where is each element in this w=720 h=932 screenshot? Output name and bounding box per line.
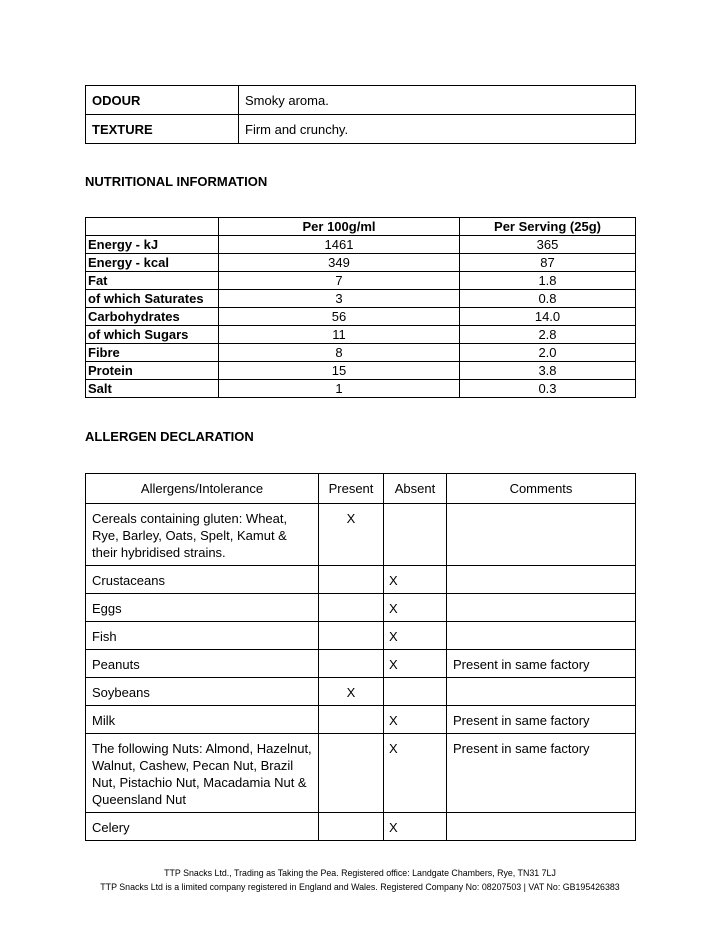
allergen-header-present: Present (319, 474, 384, 504)
nutrition-header-row (86, 218, 636, 236)
attribute-value: Firm and crunchy. (239, 115, 636, 144)
nutrient-per-serving: 3.8 (460, 362, 636, 380)
allergen-absent: X (384, 622, 447, 650)
allergen-present (319, 622, 384, 650)
nutrient-name: Energy - kJ (86, 236, 219, 254)
allergen-header-comments: Comments (447, 474, 636, 504)
nutrient-per-serving: 365 (460, 236, 636, 254)
nutrient-per-serving: 0.8 (460, 290, 636, 308)
allergen-name: Cereals containing gluten: Wheat, Rye, Barley, Oats, Spelt, Kamut & their hybridised strains. (86, 504, 319, 566)
nutrient-per-serving: 2.0 (460, 344, 636, 362)
allergen-comments (447, 622, 636, 650)
footer (25, 867, 695, 895)
allergen-name: Celery (86, 813, 319, 841)
nutrition-row (86, 344, 636, 362)
allergen-comments: Present in same factory (447, 706, 636, 734)
allergen-table (85, 473, 636, 841)
allergen-absent: X (384, 734, 447, 813)
allergen-present (319, 813, 384, 841)
footer-line-2: TTP Snacks Ltd is a limited company registered in England and Wales. Registered Company No: 08207503 | VAT No: GB195426383 (100, 882, 620, 893)
allergen-row (86, 504, 636, 566)
allergen-name: Eggs (86, 594, 319, 622)
allergen-row (86, 734, 636, 813)
attribute-row (86, 86, 636, 115)
nutrition-row (86, 236, 636, 254)
attribute-row (86, 115, 636, 144)
nutrient-per-100: 1 (219, 380, 460, 398)
allergen-header-absent: Absent (384, 474, 447, 504)
allergen-header-allergen: Allergens/Intolerance (86, 474, 319, 504)
nutrient-name: Fibre (86, 344, 219, 362)
nutritional-information-heading: NUTRITIONAL INFORMATION (85, 174, 268, 189)
allergen-present (319, 706, 384, 734)
nutrient-per-100: 3 (219, 290, 460, 308)
allergen-present (319, 566, 384, 594)
nutrition-row (86, 362, 636, 380)
product-attributes-table (85, 85, 636, 144)
allergen-present (319, 734, 384, 813)
allergen-row (86, 566, 636, 594)
allergen-present: X (319, 678, 384, 706)
attribute-value: Smoky aroma. (239, 86, 636, 115)
allergen-name: The following Nuts: Almond, Hazelnut, Walnut, Cashew, Pecan Nut, Brazil Nut, Pistachio Nut, Macadamia Nut & Queensland Nut (86, 734, 319, 813)
nutrition-row (86, 308, 636, 326)
allergen-row (86, 650, 636, 678)
nutrition-header-nutrient (86, 218, 219, 236)
nutrient-per-serving: 2.8 (460, 326, 636, 344)
nutrition-row (86, 326, 636, 344)
allergen-name: Soybeans (86, 678, 319, 706)
nutrient-per-100: 349 (219, 254, 460, 272)
allergen-declaration-heading: ALLERGEN DECLARATION (85, 429, 254, 444)
nutrient-per-serving: 0.3 (460, 380, 636, 398)
allergen-absent (384, 504, 447, 566)
nutrition-row (86, 380, 636, 398)
allergen-comments (447, 504, 636, 566)
allergen-row (86, 706, 636, 734)
footer-line-1: TTP Snacks Ltd., Trading as Taking the Pea. Registered office: Landgate Chambers, Rye, TN31 7LJ (164, 868, 556, 879)
nutrient-per-100: 8 (219, 344, 460, 362)
allergen-name: Peanuts (86, 650, 319, 678)
attribute-label: TEXTURE (86, 115, 239, 144)
nutrient-per-serving: 87 (460, 254, 636, 272)
nutrition-header-per-serving: Per Serving (25g) (460, 218, 636, 236)
attribute-label: ODOUR (86, 86, 239, 115)
nutrient-per-serving: 1.8 (460, 272, 636, 290)
nutrient-name: Protein (86, 362, 219, 380)
nutrient-name: of which Sugars (86, 326, 219, 344)
nutrient-name: Salt (86, 380, 219, 398)
allergen-comments: Present in same factory (447, 650, 636, 678)
nutrient-name: Carbohydrates (86, 308, 219, 326)
allergen-present: X (319, 504, 384, 566)
allergen-row (86, 678, 636, 706)
nutrient-per-100: 11 (219, 326, 460, 344)
allergen-absent: X (384, 813, 447, 841)
nutrient-per-100: 56 (219, 308, 460, 326)
nutrient-name: of which Saturates (86, 290, 219, 308)
nutrient-per-100: 1461 (219, 236, 460, 254)
allergen-absent: X (384, 650, 447, 678)
nutrition-table (85, 217, 636, 398)
nutrient-per-100: 15 (219, 362, 460, 380)
nutrient-per-serving: 14.0 (460, 308, 636, 326)
allergen-comments (447, 594, 636, 622)
allergen-comments: Present in same factory (447, 734, 636, 813)
allergen-row (86, 813, 636, 841)
allergen-comments (447, 566, 636, 594)
allergen-header-row (86, 474, 636, 504)
allergen-absent: X (384, 706, 447, 734)
allergen-name: Milk (86, 706, 319, 734)
allergen-present (319, 594, 384, 622)
nutrient-per-100: 7 (219, 272, 460, 290)
allergen-absent: X (384, 594, 447, 622)
allergen-comments (447, 813, 636, 841)
allergen-name: Crustaceans (86, 566, 319, 594)
nutrition-header-per-100: Per 100g/ml (219, 218, 460, 236)
nutrient-name: Fat (86, 272, 219, 290)
allergen-absent: X (384, 566, 447, 594)
allergen-row (86, 594, 636, 622)
nutrition-row (86, 290, 636, 308)
allergen-comments (447, 678, 636, 706)
allergen-name: Fish (86, 622, 319, 650)
nutrition-row (86, 254, 636, 272)
allergen-present (319, 650, 384, 678)
nutrient-name: Energy - kcal (86, 254, 219, 272)
allergen-absent (384, 678, 447, 706)
allergen-row (86, 622, 636, 650)
nutrition-row (86, 272, 636, 290)
